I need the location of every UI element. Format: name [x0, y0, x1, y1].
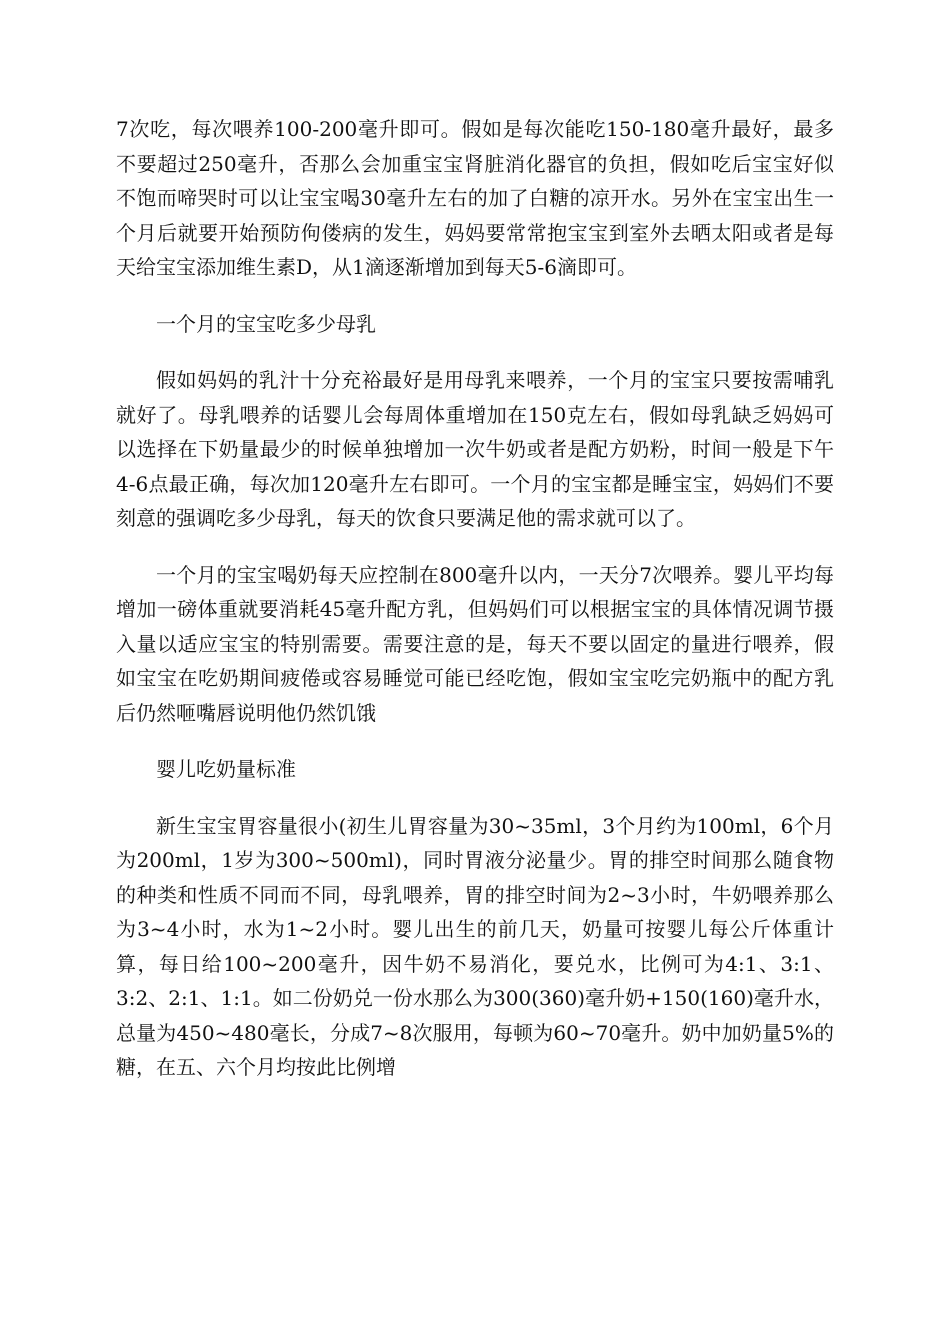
- paragraph-feeding-amount: 7次吃，每次喂养100-200毫升即可。假如是每次能吃150-180毫升最好，最多不要超过250毫升，否那么会加重宝宝肾脏消化器官的负担，假如吃后宝宝好似不饱而啼哭时可以让宝宝喝30毫升左右的加了白糖的凉开水。另外在宝宝出生一个月后就要开始预防佝偻病的发生，妈妈要常常抱宝宝到室外去晒太阳或者是每天给宝宝添加维生素D，从1滴逐渐增加到每天5-6滴即可。: [116, 117, 834, 279]
- heading-infant-milk-standard: 婴儿吃奶量标准: [156, 757, 296, 781]
- paragraph-stomach-capacity: 新生宝宝胃容量很小(初生儿胃容量为30~35ml，3个月约为100ml，6个月为200ml，1岁为300~500ml)，同时胃液分泌量少。胃的排空时间那么随食物的种类和性质不同而不同，母乳喂养，胃的排空时间为2~3小时，牛奶喂养那么为3~4小时，水为1~2小时。婴儿出生的前几天，奶量可按婴儿每公斤体重计算，每日给100~200毫升，因牛奶不易消化，要兑水，比例可为4:1、3:1、3:2、2:1、1:1。如二份奶兑一份水那么为300(360)毫升奶+150(160)毫升水，总量为450~480毫长，分成7~8次服用，每顿为60~70毫升。奶中加奶量5%的糖，在五、六个月均按此比例增: [116, 813, 834, 1079]
- paragraph-breastfeeding: 假如妈妈的乳汁十分充裕最好是用母乳来喂养，一个月的宝宝只要按需哺乳就好了。母乳喂养的话婴儿会每周体重增加在150克左右，假如母乳缺乏妈妈可以选择在下奶量最少的时候单独增加一次牛奶或者是配方奶粉，时间一般是下午4-6点最正确，每次加120毫升左右即可。一个月的宝宝都是睡宝宝，妈妈们不要刻意的强调吃多少母乳，每天的饮食只要满足他的需求就可以了。: [116, 368, 834, 530]
- document-body: [116, 112, 834, 1107]
- heading-one-month-breastmilk: 一个月的宝宝吃多少母乳: [156, 311, 376, 336]
- paragraph-formula-amount: 一个月的宝宝喝奶每天应控制在800毫升以内，一天分7次喂养。婴儿平均每增加一磅体重就要消耗45毫升配方乳，但妈妈们可以根据宝宝的具体情况调节摄入量以适应宝宝的特别需要。需要注意的是，每天不要以固定的量进行喂养，假如宝宝在吃奶期间疲倦或容易睡觉可能已经吃饱，假如宝宝吃完奶瓶中的配方乳后仍然咂嘴唇说明他仍然饥饿: [116, 562, 834, 725]
